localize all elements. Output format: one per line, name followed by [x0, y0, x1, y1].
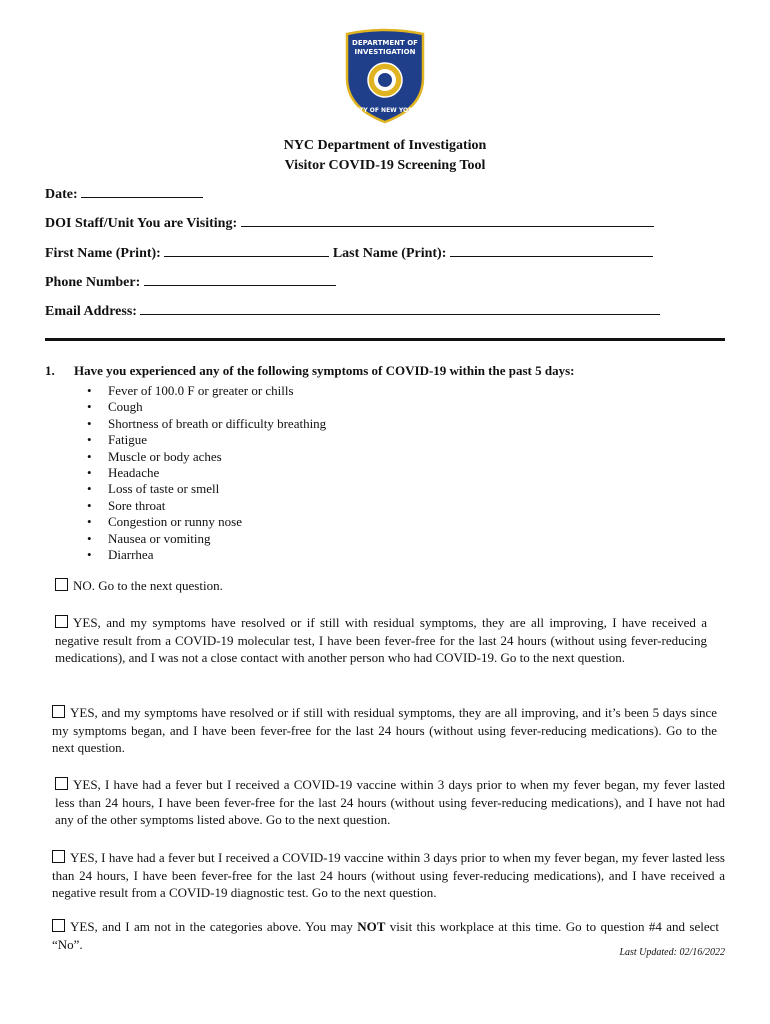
option-yes-1: [55, 614, 707, 667]
option-yes-5-text-bold: NOT: [357, 919, 386, 934]
phone-field: [45, 270, 336, 290]
question-1-text: Have you experienced any of the following symptoms of COVID-19 within the past 5 days:: [74, 363, 575, 378]
date-label: Date:: [45, 187, 78, 202]
symptom-list: [87, 383, 326, 563]
option-yes-3-text: YES, I have had a fever but I received a COVID-19 vaccine within 3 days prior to when my fever began, my fever lasted less than 24 hours, I have been fever-free for the last 24 hours (without using fever-reducing medications), and I have not had any of the other symptoms listed above. Go to the next question.: [55, 777, 725, 827]
last-updated: Last Updated: 02/16/2022: [619, 947, 725, 958]
doi-seal-logo: [343, 28, 427, 124]
list-item: • Nausea or vomiting: [87, 530, 211, 546]
checkbox-yes-5[interactable]: [52, 919, 65, 932]
doi-staff-label: DOI Staff/Unit You are Visiting:: [45, 216, 238, 231]
last-name-label: Last Name (Print):: [332, 246, 447, 261]
option-yes-5-text-post: visit this workplace at this time. Go to question #4 and select “No”.: [52, 919, 719, 952]
doi-staff-field: [45, 211, 654, 231]
option-yes-4-text: YES, I have had a fever but I received a COVID-19 vaccine within 3 days prior to when my fever began, my fever lasted less than 24 hours, I have been fever-free for the last 24 hours (without using fever-reducing medications), and I have received a negative result from a COVID-19 diagnostic test. Go to the next question.: [52, 850, 725, 900]
first-name-input-line[interactable]: [164, 241, 329, 257]
checkbox-no[interactable]: [55, 578, 68, 591]
document-subtitle: Visitor COVID-19 Screening Tool: [284, 158, 486, 173]
phone-input-line[interactable]: [144, 270, 336, 286]
list-item: • Cough: [87, 399, 143, 415]
doi-staff-input-line[interactable]: [241, 211, 654, 227]
list-item: • Sore throat: [87, 497, 166, 513]
list-item: • Muscle or body aches: [87, 448, 222, 464]
question-1-number: 1.: [45, 363, 55, 378]
option-no-text: NO. Go to the next question.: [73, 578, 223, 593]
svg-text:DEPARTMENT OF: DEPARTMENT OF: [352, 39, 418, 47]
checkbox-yes-4[interactable]: [52, 850, 65, 863]
option-yes-4: [52, 849, 725, 902]
option-yes-5-text-pre: YES, and I am not in the categories above. You may: [70, 919, 358, 934]
date-field: [45, 182, 203, 202]
first-name-label: First Name (Print):: [45, 246, 161, 261]
section-divider: [45, 338, 725, 341]
date-input-line[interactable]: [81, 182, 203, 198]
question-1: [45, 362, 575, 380]
option-no: [55, 577, 355, 595]
svg-text:INVESTIGATION: INVESTIGATION: [354, 48, 416, 56]
email-field: [45, 299, 660, 319]
option-yes-2-text: YES, and my symptoms have resolved or if still with residual symptoms, they are all improving, and it’s been 5 days since my symptoms began, and I have been fever-free for the last 24 hours (without using fever-reducing medications). Go to the next question.: [52, 705, 717, 755]
option-yes-1-text: YES, and my symptoms have resolved or if still with residual symptoms, they are all improving, I have received a negative result from a COVID-19 molecular test, I have been fever-free for the last 24 hours (without using fever-reducing medications), and I was not a close contact with another person who had COVID-19. Go to the next question.: [55, 615, 707, 665]
option-yes-2: [52, 704, 717, 757]
last-name-input-line[interactable]: [450, 241, 653, 257]
option-yes-3: [55, 776, 725, 829]
list-item: • Fever of 100.0 F or greater or chills: [87, 383, 294, 398]
email-label: Email Address:: [45, 304, 137, 319]
checkbox-yes-3[interactable]: [55, 777, 68, 790]
phone-label: Phone Number:: [45, 275, 141, 290]
checkbox-yes-2[interactable]: [52, 705, 65, 718]
name-fields: [45, 241, 653, 261]
list-item: • Fatigue: [87, 432, 147, 448]
checkbox-yes-1[interactable]: [55, 615, 68, 628]
svg-text:CITY OF NEW YORK: CITY OF NEW YORK: [352, 107, 418, 114]
list-item: • Congestion or runny nose: [87, 514, 242, 530]
email-input-line[interactable]: [140, 299, 660, 315]
document-title: NYC Department of Investigation: [283, 138, 487, 153]
list-item: • Diarrhea: [87, 546, 154, 562]
list-item: • Headache: [87, 464, 160, 480]
list-item: • Shortness of breath or difficulty breathing: [87, 415, 327, 431]
list-item: • Loss of taste or smell: [87, 481, 220, 497]
